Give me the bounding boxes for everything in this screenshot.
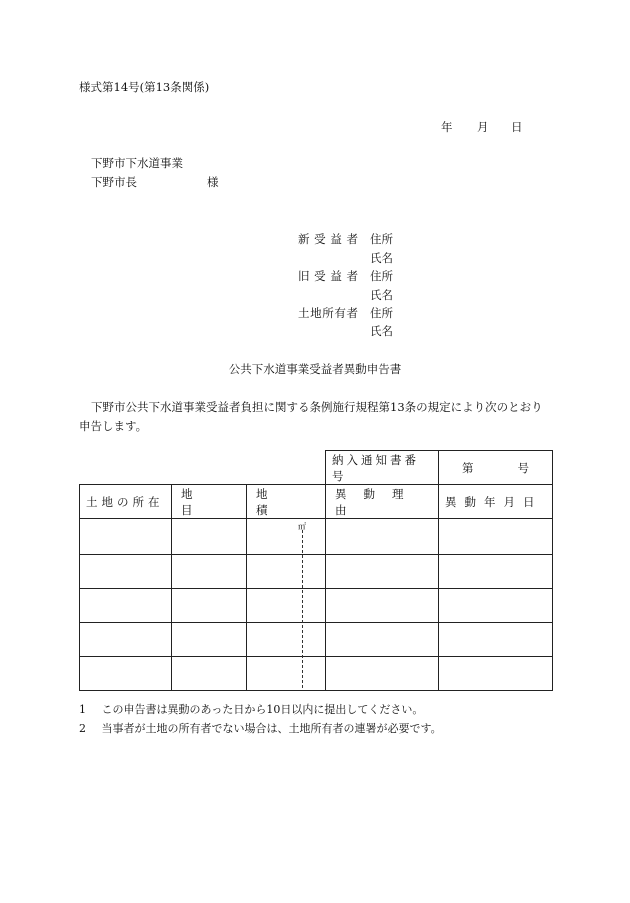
- table-row: [80, 589, 553, 623]
- new-beneficiary-address-label: 住所: [370, 232, 393, 246]
- table-row: [80, 623, 553, 657]
- cell-area[interactable]: [247, 519, 326, 555]
- cell-date[interactable]: [439, 589, 553, 623]
- note-1-text: この申告書は異動のあった日から10日以内に提出してください。: [101, 703, 424, 716]
- old-beneficiary-name-label: 氏名: [370, 288, 393, 302]
- table-row: [80, 519, 553, 555]
- form-number: 様式第14号(第13条関係): [79, 80, 210, 94]
- new-beneficiary-name-label: 氏名: [370, 251, 393, 265]
- cell-reason[interactable]: [326, 519, 439, 555]
- cell-reason[interactable]: [326, 589, 439, 623]
- notice-number-row: [80, 451, 553, 485]
- new-beneficiary-label: 新受益者: [298, 232, 358, 246]
- header-area: [247, 485, 326, 519]
- cell-reason[interactable]: [326, 555, 439, 589]
- header-land-category-text: 地目: [181, 486, 229, 517]
- blank-cell: [80, 451, 326, 485]
- note-1-number: 1: [79, 703, 86, 716]
- cell-location[interactable]: [80, 555, 172, 589]
- cell-location[interactable]: [80, 657, 172, 691]
- notice-dai-label: 第: [462, 460, 474, 475]
- cell-land-category[interactable]: [172, 623, 247, 657]
- header-area-text: 地積: [256, 486, 308, 517]
- header-land-category: [172, 485, 247, 519]
- cell-land-category[interactable]: [172, 555, 247, 589]
- cell-location[interactable]: [80, 519, 172, 555]
- notice-number-value-cell[interactable]: [439, 451, 553, 485]
- header-reason-text: 異動理由: [335, 486, 421, 517]
- notice-go-label: 号: [517, 460, 529, 475]
- date-month-label: 月: [477, 120, 489, 134]
- landowner-label: 土地所有者: [298, 306, 358, 320]
- landowner-address-label: 住所: [370, 306, 393, 320]
- header-reason: [326, 485, 439, 519]
- cell-location[interactable]: [80, 589, 172, 623]
- cell-location[interactable]: [80, 623, 172, 657]
- area-unit-label: ㎡: [298, 522, 306, 531]
- cell-date[interactable]: [439, 555, 553, 589]
- header-row: [80, 485, 553, 519]
- landowner-name-label: 氏名: [370, 324, 393, 338]
- old-beneficiary-address-label: 住所: [370, 269, 393, 283]
- notice-number-label: 納入通知書番号: [332, 452, 419, 483]
- date-year-label: 年: [441, 120, 453, 134]
- header-date: [439, 485, 553, 519]
- cell-date[interactable]: [439, 519, 553, 555]
- header-location: 土地の所在: [80, 485, 172, 519]
- old-beneficiary-label: 旧受益者: [298, 269, 358, 283]
- cell-date[interactable]: [439, 623, 553, 657]
- cell-land-category[interactable]: [172, 519, 247, 555]
- addressee-org: 下野市下水道事業: [91, 156, 183, 170]
- note-2: [79, 720, 442, 736]
- cell-land-category[interactable]: [172, 589, 247, 623]
- note-2-text: 当事者が土地の所有者でない場合は、土地所有者の連署が必要です。: [101, 722, 442, 735]
- cell-reason[interactable]: [326, 657, 439, 691]
- notice-number-label-cell: [326, 451, 439, 485]
- note-2-number: 2: [79, 722, 86, 735]
- cell-area[interactable]: [247, 623, 326, 657]
- cell-area[interactable]: [247, 657, 326, 691]
- cell-date[interactable]: [439, 657, 553, 691]
- note-1: [79, 701, 423, 717]
- header-date-text: 異動年月日: [445, 494, 543, 509]
- cell-area[interactable]: [247, 589, 326, 623]
- cell-area[interactable]: [247, 555, 326, 589]
- table-row: [80, 555, 553, 589]
- date-day-label: 日: [511, 120, 523, 134]
- area-decimal-divider: [302, 530, 303, 688]
- cell-reason[interactable]: [326, 623, 439, 657]
- addressee-honorific: 様: [207, 175, 219, 189]
- table-row: [80, 657, 553, 691]
- document-title: 公共下水道事業受益者異動申告書: [228, 362, 402, 376]
- declaration-table: [79, 450, 553, 691]
- addressee-mayor: 下野市長: [91, 175, 137, 189]
- body-text: 下野市公共下水道事業受益者負担に関する条例施行規程第13条の規定により次のとおり申告します。: [79, 400, 543, 433]
- cell-land-category[interactable]: [172, 657, 247, 691]
